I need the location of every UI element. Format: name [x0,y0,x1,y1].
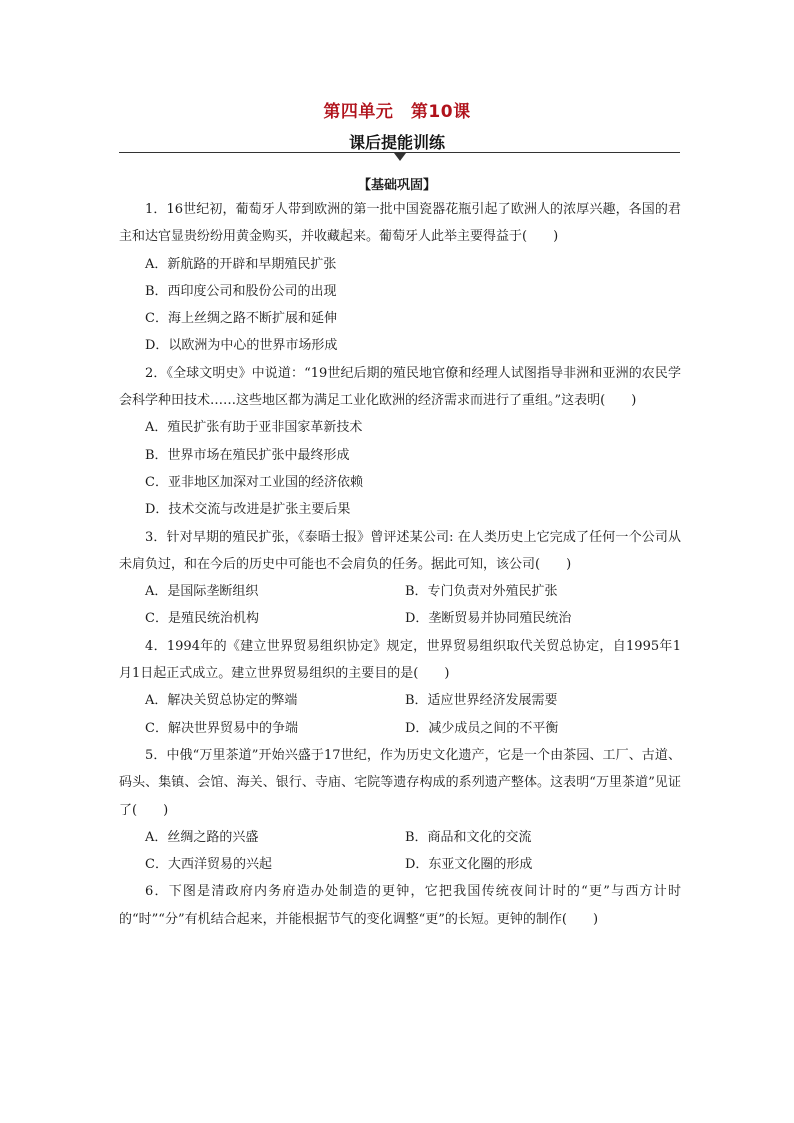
question-4-stem: 4．1994年的《建立世界贸易组织协定》规定，世界贸易组织取代关贸总协定，自1995年1月1日起正式成立。建立世界贸易组织的主要目的是( ) [119,638,681,682]
question-1-option-b: B．西印度公司和股份公司的出现 [145,283,337,299]
question-3-option-d: D．垄断贸易并协同殖民统治 [405,611,572,627]
question-4-option-d: D．减少成员之间的不平衡 [405,720,559,736]
question-5-options-row-2 [119,851,681,878]
divider-arrow-icon [394,153,406,161]
question-5-option-b: B．商品和文化的交流 [405,829,532,845]
question-4-option-b: B．适应世界经济发展需要 [405,693,558,709]
page-subtitle: 课后提能训练 [348,133,445,152]
question-5-options-row-1 [119,824,681,851]
question-1-option-c: C．海上丝绸之路不断扩展和延伸 [145,311,337,327]
question-3-option-c: C．是殖民统治机构 [145,611,259,627]
question-3-option-b: B．专门负责对外殖民扩张 [405,584,558,600]
question-4-option-a: A．解决关贸总协定的弊端 [145,693,298,709]
question-4-options-row-1 [119,687,681,714]
question-5-option-c: C．大西洋贸易的兴起 [145,857,272,873]
question-3-stem: 3．针对早期的殖民扩张，《泰晤士报》曾评述某公司: 在人类历史上它完成了任何一个公司从未肩负过，和在今后的历史中可能也不会肩负的任务。据此可知，该公司( ) [119,529,681,572]
question-5-stem: 5．中俄“万里茶道”开始兴盛于17世纪，作为历史文化遗产，它是一个由茶园、工厂、古道、码头、集镇、会馆、海关、银行、寺庙、宅院等遗存构成的系列遗产整体。这表明“万里茶道”见证了( ) [119,747,681,818]
question-2-option-a: A．殖民扩张有助于亚非国家革新技术 [145,420,363,436]
question-1-option-a: A．新航路的开辟和早期殖民扩张 [145,256,337,272]
question-2-option-b: B．世界市场在殖民扩张中最终形成 [145,447,350,463]
question-4-option-c: C．解决世界贸易中的争端 [145,720,298,736]
question-3-options-row-1 [119,578,681,605]
question-3-option-a: A．是国际垄断组织 [145,584,259,600]
question-3-options-row-2 [119,605,681,632]
question-1-stem: 1．16世纪初，葡萄牙人带到欧洲的第一批中国瓷器花瓶引起了欧洲人的浓厚兴趣，各国的君主和达官显贵纷纷用黄金购买，并收藏起来。葡萄牙人此举主要得益于( ) [119,202,681,245]
question-2-option-d: D．技术交流与改进是扩张主要后果 [145,502,351,518]
question-4-options-row-2 [119,715,681,742]
unit-title: 第四单元 第10课 [323,102,471,122]
question-5-option-d: D．东亚文化圈的形成 [405,857,533,873]
question-2-stem: 2．《全球文明史》中说道：“19世纪后期的殖民地官僚和经理人试图指导非洲和亚洲的农民学会科学种田技术……这些地区都为满足工业化欧洲的经济需求而进行了重组。”这表明( ) [119,365,681,409]
question-list [119,196,681,933]
section-label: 【基础巩固】 [357,178,436,193]
question-6-stem: 6．下图是清政府内务府造办处制造的更钟，它把我国传统夜间计时的“更”与西方计时的“时”“分”有机结合起来，并能根据节气的变化调整“更”的长短。更钟的制作( ) [119,884,681,927]
question-1-option-d: D．以欧洲为中心的世界市场形成 [145,338,338,354]
question-5-option-a: A．丝绸之路的兴盛 [145,829,259,845]
question-2-option-c: C．亚非地区加深对工业国的经济依赖 [145,474,363,490]
